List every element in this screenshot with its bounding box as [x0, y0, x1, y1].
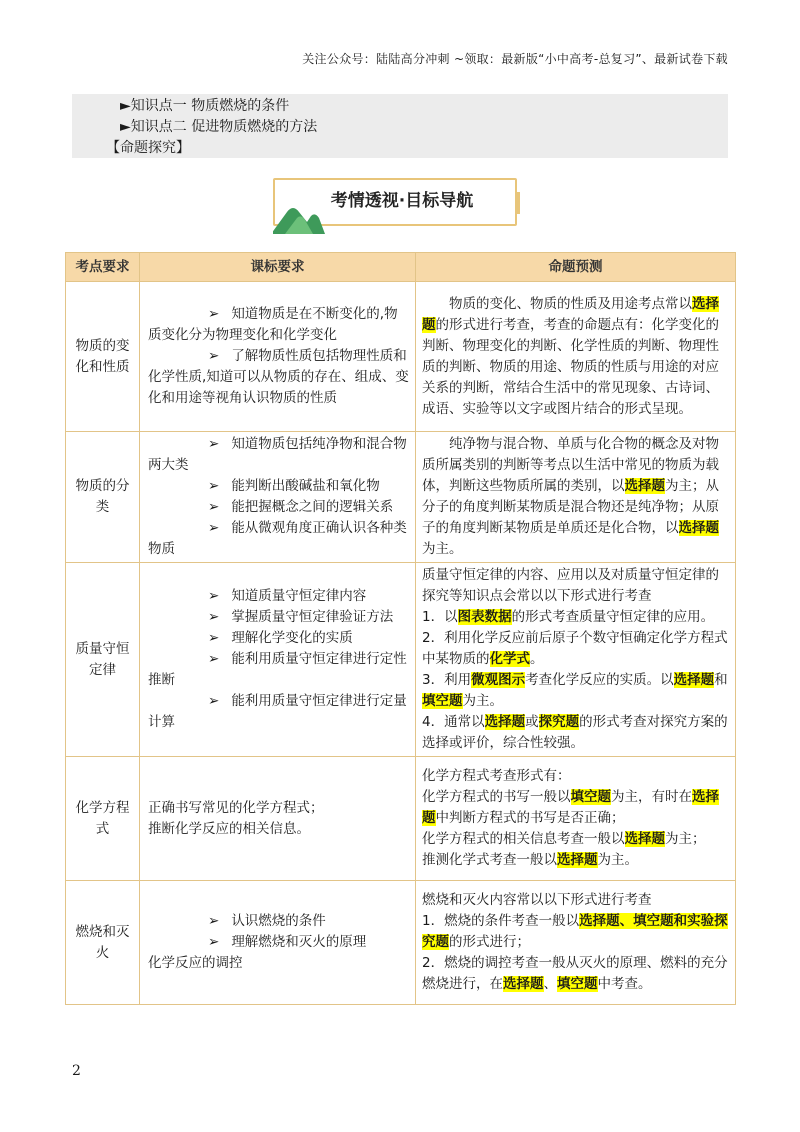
highlight: 微观图示 — [471, 672, 526, 688]
bullet-icon: ➢ — [208, 651, 220, 667]
bullet-icon: ➢ — [208, 609, 220, 625]
prediction-intro: 燃烧和灭火内容常以以下形式进行考查 — [422, 892, 652, 908]
prediction-point — [422, 829, 729, 850]
prediction-text: 物质的变化、物质的性质及用途考点常以 — [449, 295, 692, 312]
requirement-item: 推断化学反应的相关信息。 — [148, 820, 310, 837]
prediction-point — [422, 850, 729, 871]
prediction-text: 2．燃烧的调控考查一般从灭火的原理、燃料的充分燃烧进行，在 — [422, 955, 728, 992]
table-row — [66, 432, 736, 563]
topic-cell: 物质的分类 — [66, 432, 140, 563]
requirement-cell — [140, 881, 416, 1005]
prediction-text: 中考查。 — [597, 976, 652, 992]
table-row — [66, 282, 736, 432]
bullet-icon: ➢ — [208, 520, 220, 536]
prediction-cell — [416, 432, 736, 563]
prediction-cell — [416, 563, 736, 757]
bullet-icon: ➢ — [208, 588, 220, 604]
prediction-cell — [416, 282, 736, 432]
prediction-point — [422, 670, 729, 712]
prediction-text: 推测化学式考查一般以 — [422, 852, 557, 868]
prediction-text: 为主。 — [597, 852, 638, 868]
header-note: 关注公众号：陆陆高分冲刺 ~领取：最新版“小中高考-总复习”、最新试卷下载 — [302, 52, 728, 66]
requirement-item: 能把握概念之间的逻辑关系 — [231, 499, 394, 515]
requirement-item: 认识燃烧的条件 — [231, 913, 326, 929]
header-cell: 命题预测 — [416, 253, 736, 282]
prediction-text: 化学方程式的书写一般以 — [422, 789, 571, 805]
highlight: 填空题 — [570, 789, 611, 805]
requirement-item: 能判断出酸碱盐和氧化物 — [231, 478, 380, 494]
highlight: 填空题 — [422, 693, 463, 709]
prediction-text: 为主； — [665, 831, 706, 847]
highlight: 图表数据 — [457, 609, 512, 625]
highlight: 选择题 — [673, 672, 715, 688]
outline-box — [72, 94, 728, 158]
prediction-text: 为主。 — [422, 541, 463, 557]
bullet-icon: ➢ — [208, 693, 220, 709]
prediction-text: 的形式进行考查，考查的命题点有：化学变化的判断、物理变化的判断、化学性质的判断、物理性质的判断、物质的用途、物质的性质与用途的对应关系的判断，常结合生活中的常见现象、古诗词、成语、实验等以文字或图片结合的形式呈现。 — [422, 316, 719, 417]
outline-item-1: ►知识点一 物质燃烧的条件 — [120, 98, 290, 114]
highlight: 选择题 — [624, 831, 665, 847]
prediction-point — [422, 607, 729, 628]
requirement-item: 知道质量守恒定律内容 — [231, 588, 367, 604]
bullet-icon: ➢ — [208, 499, 220, 515]
highlight: 选择题 — [503, 976, 544, 992]
prediction-text: 2．利用化学反应前后原子个数守恒确定化学方程式中某物质的 — [422, 630, 728, 667]
section-banner — [273, 178, 527, 230]
page-number: 2 — [72, 1063, 81, 1079]
prediction-point — [422, 953, 729, 995]
requirement-item: 了解物质性质包括物理性质和化学性质,知道可以从物质的存在、组成、变化和用途等视角认识物质的性质 — [148, 348, 409, 406]
highlight: 探究题 — [538, 714, 580, 730]
prediction-text: 考查化学反应的实质。以 — [525, 672, 674, 688]
prediction-text: 1．燃烧的条件考查一般以 — [422, 913, 580, 929]
highlight: 选择题 — [422, 295, 719, 333]
requirement-item: 掌握质量守恒定律验证方法 — [231, 609, 394, 625]
prediction-text: 或 — [525, 714, 539, 730]
prediction-text: 纯净物与混合物、单质与化合物的概念及对物质所属类别的判断等考点以生活中常见的物质为载体，判断这些物质所属的类别，以 — [422, 436, 719, 494]
prediction-text: 的形式考查质量守恒定律的应用。 — [511, 609, 715, 625]
bullet-icon: ➢ — [208, 630, 220, 646]
highlight: 选择题 — [484, 714, 526, 730]
prediction-point — [422, 911, 729, 953]
table-row — [66, 881, 736, 1005]
requirement-item: 知道物质是在不断变化的,物质变化分为物理变化和化学变化 — [148, 306, 398, 343]
bullet-icon: ➢ — [208, 436, 220, 452]
prediction-point — [422, 628, 729, 670]
requirement-item: 理解燃烧和灭火的原理 — [231, 934, 367, 950]
prediction-text: 。 — [530, 651, 544, 667]
highlight: 选择题 — [624, 478, 665, 494]
outline-item-3: 【命题探究】 — [106, 140, 190, 156]
requirement-cell — [140, 432, 416, 563]
highlight: 选择题、填空题和实验探究题 — [422, 913, 728, 950]
prediction-point — [422, 787, 729, 829]
requirement-item: 理解化学变化的实质 — [231, 630, 353, 646]
banner-title: 考情透视·目标导航 — [330, 191, 474, 211]
bullet-icon: ➢ — [208, 934, 220, 950]
outline-item-2: ►知识点二 促进物质燃烧的方法 — [120, 119, 318, 135]
bullet-icon: ➢ — [208, 478, 220, 494]
prediction-cell — [416, 881, 736, 1005]
bullet-icon: ➢ — [208, 348, 220, 364]
requirement-item: 知道物质包括纯净物和混合物两大类 — [148, 436, 407, 473]
highlight: 选择题 — [678, 520, 719, 536]
table-row — [66, 563, 736, 757]
header-cell: 考点要求 — [66, 253, 140, 282]
topic-cell: 物质的变化和性质 — [66, 282, 140, 432]
prediction-text: 和 — [714, 672, 728, 688]
highlight: 填空题 — [557, 976, 598, 992]
bullet-icon: ➢ — [208, 913, 220, 929]
highlight: 选择题 — [422, 789, 719, 826]
prediction-text: 化学方程式的相关信息考查一般以 — [422, 831, 625, 847]
prediction-text: 为主，有时在 — [611, 789, 692, 805]
highlight: 化学式 — [489, 651, 530, 667]
prediction-text: 的形式进行； — [449, 934, 530, 950]
prediction-text: 中判断方程式的书写是否正确； — [435, 810, 625, 826]
prediction-text: 为主；从分子的角度判断某物质是混合物还是纯净物；从原子的角度判断某物质是单质还是化合物，以 — [422, 478, 719, 536]
requirement-item: 能利用质量守恒定律进行定性推断 — [148, 651, 407, 688]
header-cell: 课标要求 — [140, 253, 416, 282]
prediction-text: 的形式考查对探究方案的选择或评价，综合性较强。 — [422, 714, 728, 751]
topic-cell: 化学方程式 — [66, 757, 140, 881]
requirement-item: 化学反应的调控 — [148, 955, 243, 971]
topic-cell: 燃烧和灭火 — [66, 881, 140, 1005]
requirement-item: 能利用质量守恒定律进行定量计算 — [148, 693, 407, 730]
prediction-text: 1．以 — [422, 609, 458, 625]
bullet-icon: ➢ — [208, 306, 220, 322]
requirement-item: 能从微观角度正确认识各种类物质 — [148, 520, 407, 557]
prediction-text: 3．利用 — [422, 672, 472, 688]
highlight: 选择题 — [557, 852, 598, 868]
requirement-cell — [140, 757, 416, 881]
table-header-row — [66, 253, 736, 282]
prediction-point — [422, 712, 729, 754]
prediction-intro: 质量守恒定律的内容、应用以及对质量守恒定律的探究等知识点会常以以下形式进行考查 — [422, 567, 719, 604]
prediction-text: 为主。 — [462, 693, 503, 709]
requirement-cell — [140, 563, 416, 757]
prediction-cell — [416, 757, 736, 881]
prediction-text: 、 — [543, 976, 557, 992]
table-row — [66, 757, 736, 881]
topic-cell: 质量守恒定律 — [66, 563, 140, 757]
exam-table — [65, 252, 736, 1005]
prediction-text: 4．通常以 — [422, 714, 485, 730]
requirement-item: 正确书写常见的化学方程式； — [148, 799, 324, 816]
prediction-intro: 化学方程式考查形式有： — [422, 768, 571, 784]
requirement-cell — [140, 282, 416, 432]
